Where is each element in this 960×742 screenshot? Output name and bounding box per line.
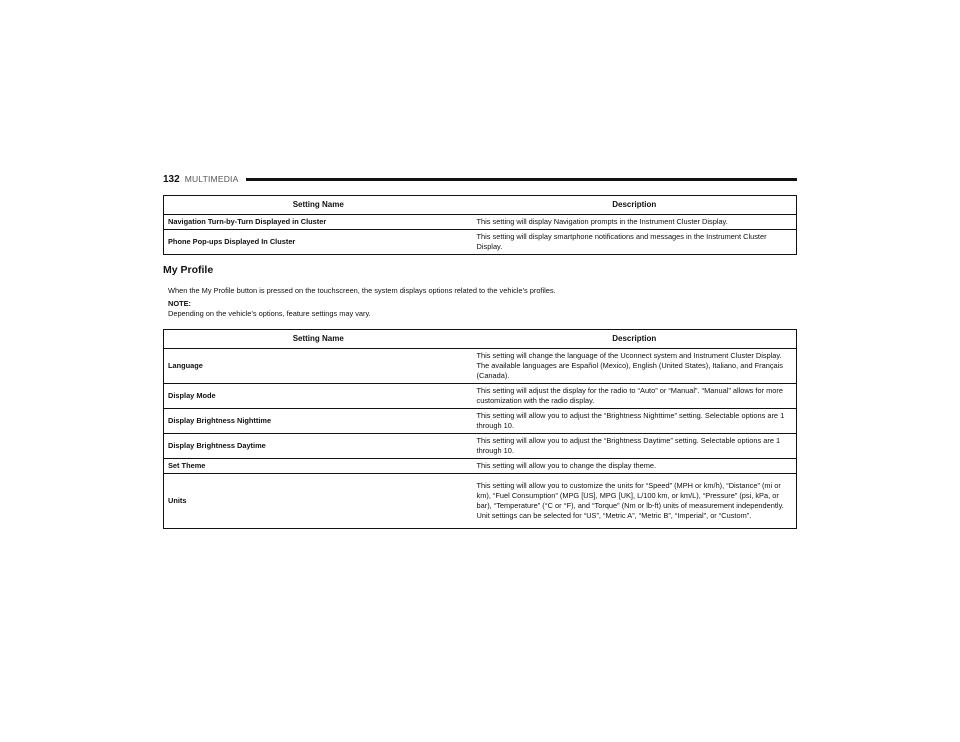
- note-label: NOTE:: [168, 299, 191, 308]
- setting-description: This setting will display Navigation prompts in the Instrument Cluster Display.: [473, 215, 797, 230]
- column-header-setting-name: Setting Name: [164, 330, 473, 349]
- setting-description: This setting will change the language of the Uconnect system and Instrument Cluster Display. The available languages are Español (Mexico), English (United States), Italiano, and Français (Canada).: [473, 349, 797, 384]
- settings-table-my-profile: [163, 329, 797, 529]
- setting-description: This setting will allow you to adjust the “Brightness Daytime” setting. Selectable options are 1 through 10.: [473, 434, 797, 459]
- setting-description: This setting will adjust the display for the radio to “Auto” or “Manual”. “Manual” allows for more customization with the radio display.: [473, 384, 797, 409]
- note-text: Depending on the vehicle’s options, feature settings may vary.: [168, 309, 371, 318]
- header-rule: [246, 178, 797, 181]
- table-row: [164, 384, 797, 409]
- table-header-row: [164, 330, 797, 349]
- table-row: [164, 349, 797, 384]
- setting-name: Navigation Turn-by-Turn Displayed in Cluster: [164, 215, 473, 230]
- table-row: [164, 474, 797, 529]
- setting-name: Display Mode: [164, 384, 473, 409]
- setting-name: Units: [164, 474, 473, 529]
- section-title: MULTIMEDIA: [184, 174, 239, 184]
- setting-description: This setting will display smartphone notifications and messages in the Instrument Cluster Display.: [473, 230, 797, 255]
- setting-name: Display Brightness Nighttime: [164, 409, 473, 434]
- table-row: [164, 230, 797, 255]
- table-row: [164, 215, 797, 230]
- page-number: 132: [163, 173, 180, 185]
- section-heading-my-profile: My Profile: [163, 264, 214, 276]
- page-header: [163, 171, 797, 187]
- setting-description: This setting will allow you to customize the units for “Speed” (MPH or km/h), “Distance” (mi or km), “Fuel Consumption” (MPG [US], MPG [UK], L/100 km, or km/L), “Pressure” (psi, kPa, or bar), “Temperature” (°C or °F), and “Torque” (Nm or lb-ft) units of measurement independently. Unit settings can be selected for “US”, “Metric A”, “Metric B”, “Imperial”, or “Custom”.: [473, 474, 797, 529]
- settings-table-cluster: [163, 195, 797, 255]
- column-header-setting-name: Setting Name: [164, 196, 473, 215]
- column-header-description: Description: [473, 330, 797, 349]
- setting-description: This setting will allow you to adjust the “Brightness Nighttime” setting. Selectable options are 1 through 10.: [473, 409, 797, 434]
- setting-name: Language: [164, 349, 473, 384]
- table-row: [164, 459, 797, 474]
- setting-name: Display Brightness Daytime: [164, 434, 473, 459]
- table-row: [164, 409, 797, 434]
- intro-paragraph: When the My Profile button is pressed on the touchscreen, the system displays options related to the vehicle’s profiles.: [168, 286, 556, 295]
- setting-description: This setting will allow you to change the display theme.: [473, 459, 797, 474]
- column-header-description: Description: [473, 196, 797, 215]
- table-row: [164, 434, 797, 459]
- table-header-row: [164, 196, 797, 215]
- setting-name: Phone Pop-ups Displayed In Cluster: [164, 230, 473, 255]
- setting-name: Set Theme: [164, 459, 473, 474]
